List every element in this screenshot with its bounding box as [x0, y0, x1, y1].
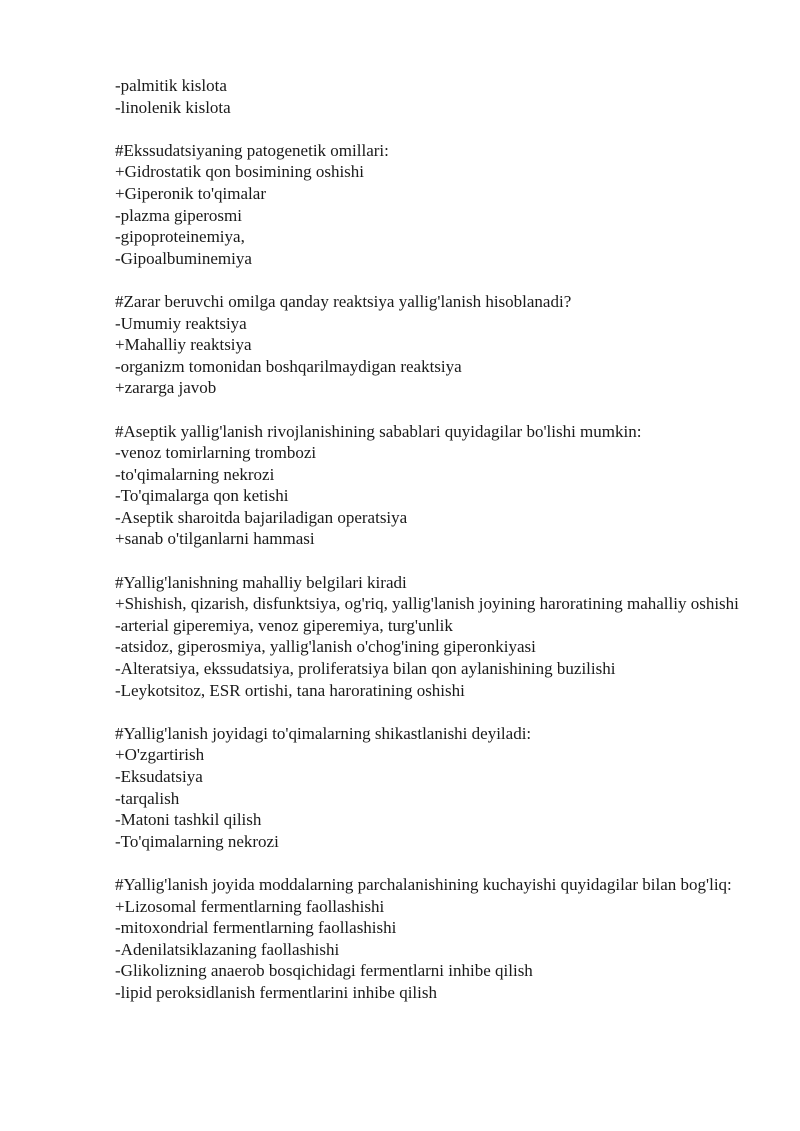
incorrect-answer-line: -mitoxondrial fermentlarning faollashishi: [115, 918, 397, 938]
incorrect-answer-line: -tarqalish: [115, 788, 180, 808]
correct-answer-line: +zararga javob: [115, 378, 217, 398]
incorrect-answer-line: -Gipoalbuminemiya: [115, 248, 252, 268]
blank-line: [115, 399, 745, 421]
incorrect-answer-line: -venoz tomirlarning trombozi: [115, 443, 317, 463]
incorrect-answer-line: -arterial giperemiya, venoz giperemiya, turg'unlik: [115, 615, 453, 635]
document-page: [115, 75, 745, 1004]
blank-line: [115, 852, 745, 874]
incorrect-answer-line: -atsidoz, giperosmiya, yallig'lanish o'chog'ining giperonkiyasi: [115, 637, 536, 657]
incorrect-answer-line: -lipid peroksidlanish fermentlarini inhibe qilish: [115, 982, 437, 1002]
incorrect-answer-line: -To'qimalarga qon ketishi: [115, 486, 289, 506]
question-line: #Yallig'lanish joyida moddalarning parchalanishining kuchayishi quyidagilar bilan bog'liq:: [115, 874, 732, 894]
question-line: #Zarar beruvchi omilga qanday reaktsiya yallig'lanish hisoblanadi?: [115, 291, 572, 311]
incorrect-answer-line: -To'qimalarning nekrozi: [115, 831, 279, 851]
blank-line: [115, 118, 745, 140]
incorrect-answer-line: -gipoproteinemiya,: [115, 227, 245, 247]
incorrect-answer-line: -organizm tomonidan boshqarilmaydigan reaktsiya: [115, 356, 462, 376]
incorrect-answer-line: -Leykotsitoz, ESR ortishi, tana haroratining oshishi: [115, 680, 465, 700]
correct-answer-line: +sanab o'tilganlarni hammasi: [115, 529, 315, 549]
incorrect-answer-line: -to'qimalarning nekrozi: [115, 464, 275, 484]
incorrect-answer-line: -palmitik kislota: [115, 76, 227, 95]
question-line: #Ekssudatsiyaning patogenetik omillari:: [115, 140, 389, 160]
incorrect-answer-line: -plazma giperosmi: [115, 205, 242, 225]
question-line: #Yallig'lanishning mahalliy belgilari kiradi: [115, 572, 407, 592]
question-line: #Aseptik yallig'lanish rivojlanishining sabablari quyidagilar bo'lishi mumkin:: [115, 421, 642, 441]
correct-answer-line: +Lizosomal fermentlarning faollashishi: [115, 896, 385, 916]
blank-line: [115, 701, 745, 723]
correct-answer-line: +Gidrostatik qon bosimining oshishi: [115, 162, 365, 182]
incorrect-answer-line: -Glikolizning anaerob bosqichidagi fermentlarni inhibe qilish: [115, 961, 533, 981]
incorrect-answer-line: -linolenik kislota: [115, 97, 231, 117]
correct-answer-line: +Shishish, qizarish, disfunktsiya, og'riq, yallig'lanish joyining haroratining mahalliy oshishi: [115, 594, 739, 614]
correct-answer-line: +Giperonik to'qimalar: [115, 183, 266, 203]
incorrect-answer-line: -Umumiy reaktsiya: [115, 313, 247, 333]
incorrect-answer-line: -Adenilatsiklazaning faollashishi: [115, 939, 340, 959]
correct-answer-line: +Mahalliy reaktsiya: [115, 335, 252, 355]
correct-answer-line: +O'zgartirish: [115, 745, 205, 765]
incorrect-answer-line: -Matoni tashkil qilish: [115, 810, 262, 830]
blank-line: [115, 269, 745, 291]
incorrect-answer-line: -Eksudatsiya: [115, 767, 203, 786]
blank-line: [115, 550, 745, 572]
incorrect-answer-line: -Aseptik sharoitda bajariladigan operatsiya: [115, 507, 408, 527]
question-line: #Yallig'lanish joyidagi to'qimalarning shikastlanishi deyiladi:: [115, 723, 532, 743]
incorrect-answer-line: -Alteratsiya, ekssudatsiya, proliferatsiya bilan qon aylanishining buzilishi: [115, 659, 616, 679]
